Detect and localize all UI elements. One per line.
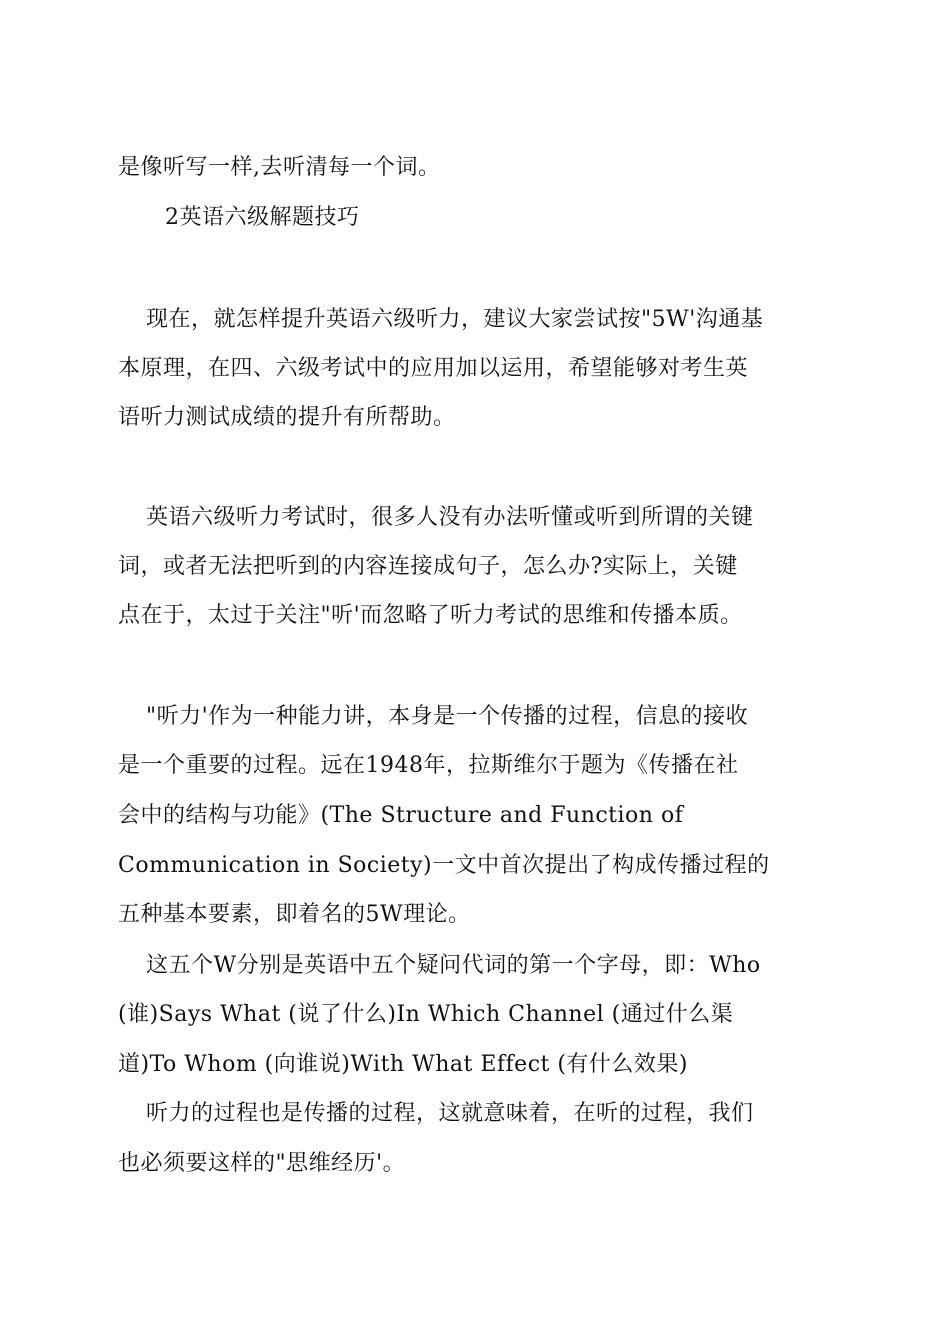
- paragraph-line: 是一个重要的过程。远在1948年，拉斯维尔于题为《传播在社: [118, 753, 739, 778]
- paragraph-line: 词，或者无法把听到的内容连接成句子，怎么办?实际上，关键: [118, 554, 738, 579]
- paragraph-line: 五种基本要素，即着名的5W理论。: [118, 902, 471, 927]
- section-heading: 2英语六级解题技巧: [165, 205, 360, 230]
- paragraph-line: 听力的过程也是传播的过程，这就意味着，在听的过程，我们: [146, 1101, 754, 1126]
- paragraph-line: 本原理，在四、六级考试中的应用加以运用，希望能够对考生英: [118, 356, 749, 381]
- paragraph-line: 现在，就怎样提升英语六级听力，建议大家尝试按"5W'沟通基: [146, 307, 764, 332]
- paragraph-line: 英语六级听力考试时，很多人没有办法听懂或听到所谓的关键: [146, 505, 754, 530]
- paragraph-line: (谁)Says What (说了什么)In Which Channel (通过什么渠: [118, 1002, 734, 1027]
- paragraph-line: 会中的结构与功能》(The Structure and Function of: [118, 803, 684, 828]
- paragraph-line: Communication in Society)一文中首次提出了构成传播过程的: [118, 853, 770, 878]
- text-line: 是像听写一样,去听清每一个词。: [118, 155, 441, 180]
- paragraph-line: 点在于，太过于关注"听'而忽略了听力考试的思维和传播本质。: [118, 603, 743, 628]
- paragraph-line: 道)To Whom (向谁说)With What Effect (有什么效果): [118, 1052, 689, 1077]
- paragraph-line: 这五个W分别是英语中五个疑问代词的第一个字母，即：Who: [146, 953, 761, 978]
- paragraph-line: 语听力测试成绩的提升有所帮助。: [118, 405, 456, 430]
- paragraph-line: "听力'作为一种能力讲，本身是一个传播的过程，信息的接收: [146, 704, 749, 729]
- paragraph-line: 也必须要这样的"思维经历'。: [118, 1151, 406, 1176]
